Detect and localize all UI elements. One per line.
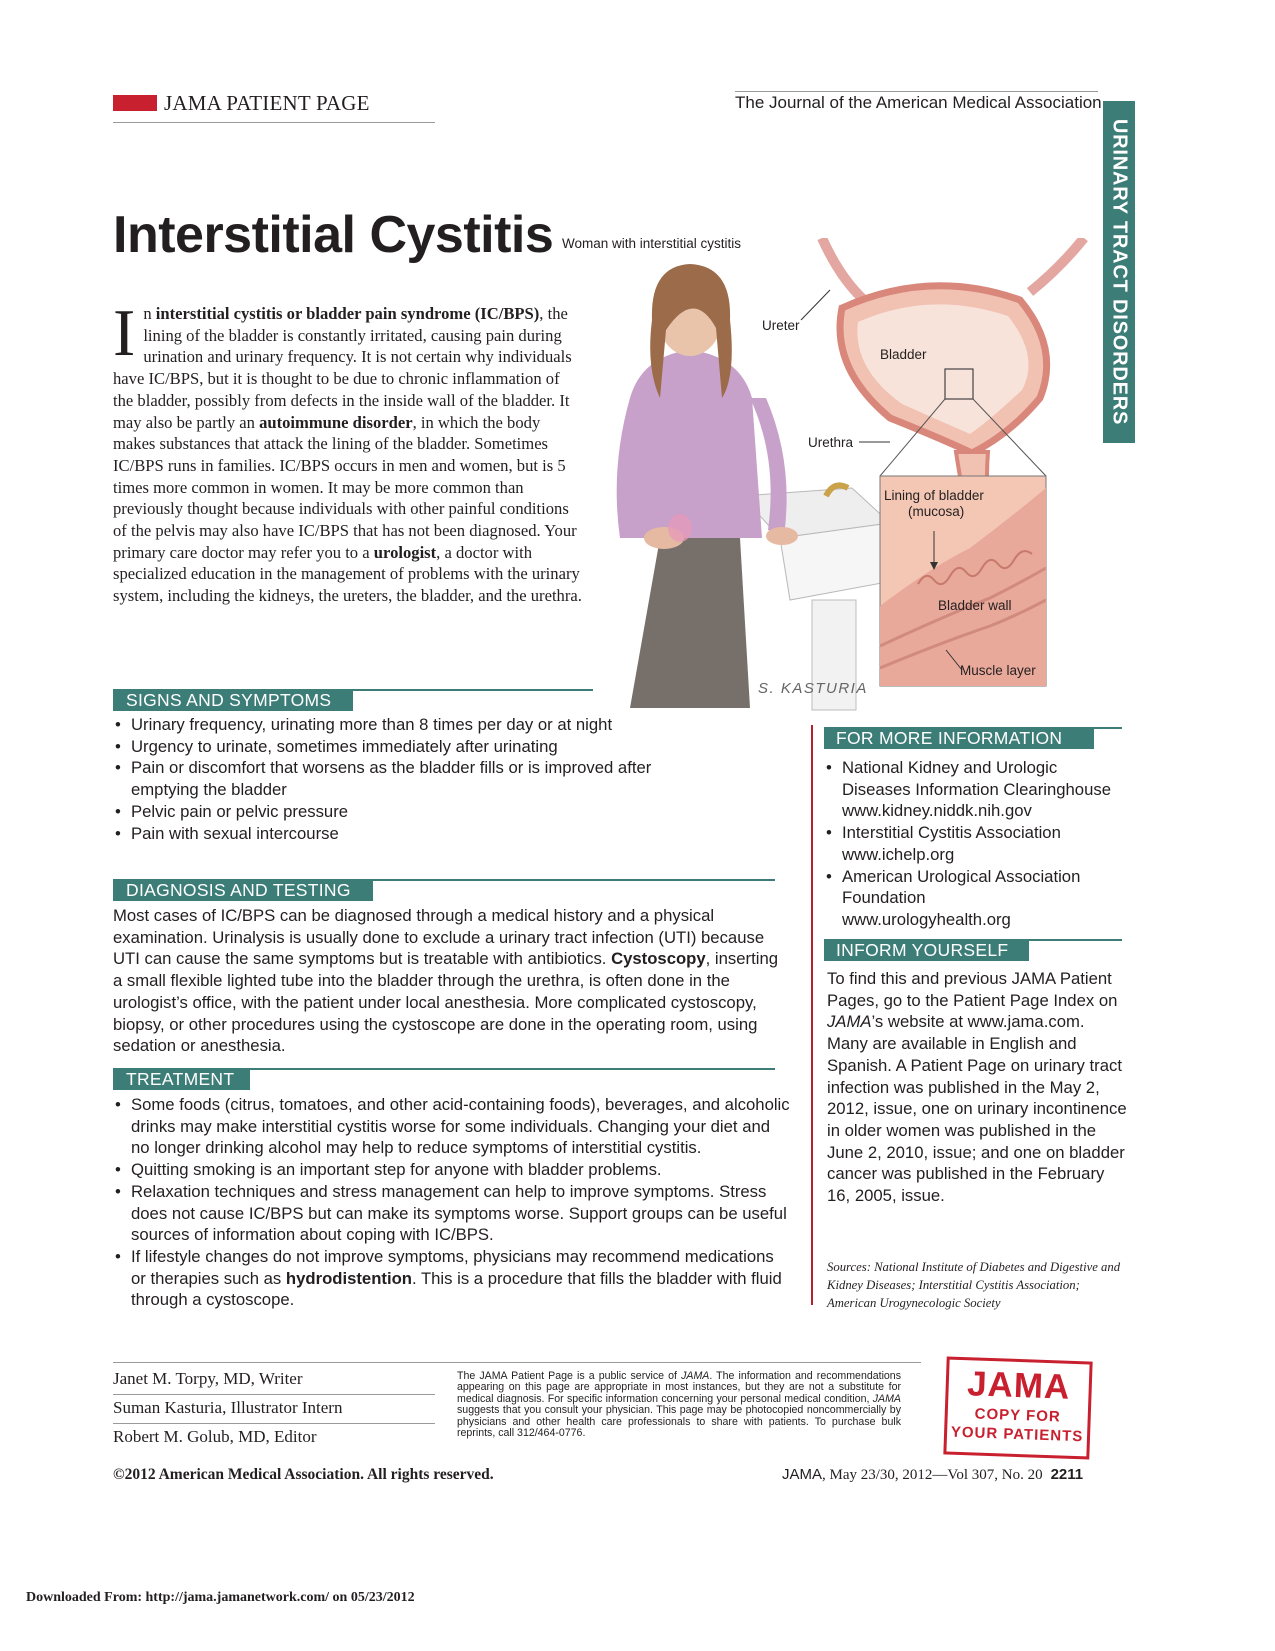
header-label: JAMA PATIENT PAGE bbox=[164, 91, 370, 115]
credit-illustrator: Suman Kasturia, Illustrator Intern bbox=[113, 1398, 343, 1417]
drop-cap: I bbox=[113, 296, 136, 370]
disclaimer bbox=[457, 1371, 901, 1439]
journal-name: The Journal of the American Medical Association bbox=[735, 93, 1102, 112]
disclaimer-text-2: . The information and recommendations appearing on this page are appropriate in most instances, but they are not a substitute for medical diagnosis. For specific information concerning your personal medical condition, bbox=[457, 1370, 901, 1405]
footer-rule bbox=[113, 1362, 921, 1363]
diagnosis-paragraph bbox=[113, 905, 783, 1057]
stamp-jama: JAMA bbox=[966, 1364, 1072, 1407]
credit-rule bbox=[113, 1423, 435, 1424]
illustration bbox=[562, 236, 1102, 725]
stamp-copy-for: COPY FOR bbox=[974, 1405, 1062, 1426]
list-item: • Quitting smoking is an important step for anyone with bladder problems. bbox=[113, 1159, 793, 1181]
intro-paragraph bbox=[113, 296, 583, 607]
list-item bbox=[824, 822, 1124, 865]
disclaimer-text-3: suggests that you consult your physician. This page may be photocopied noncommercially by physicians and other health care professionals to share with patients. To purchase bulk reprints, call 312/464-0776. bbox=[457, 1404, 901, 1440]
org-url: www.kidney.niddk.nih.gov bbox=[842, 801, 1032, 821]
credit-writer: Janet M. Torpy, MD, Writer bbox=[113, 1369, 303, 1388]
inform-text-1: To find this and previous JAMA Patient Pages, go to the Patient Page Index on bbox=[827, 969, 1118, 1010]
treatment-list bbox=[113, 1094, 793, 1311]
header-rule bbox=[113, 122, 435, 123]
label-mucosa: (mucosa) bbox=[908, 504, 965, 519]
intro-term-icbps: interstitial cystitis or bladder pain syndrome (IC/BPS) bbox=[155, 304, 540, 323]
section-more-info-header bbox=[824, 727, 1122, 749]
treatment-term-hydrodistention: hydrodistention bbox=[285, 1268, 412, 1288]
credit-rule bbox=[113, 1394, 435, 1395]
section-inform-title: INFORM YOURSELF bbox=[836, 940, 1009, 960]
org-url: www.ichelp.org bbox=[842, 844, 955, 864]
disclaimer-jama-2: JAMA bbox=[872, 1392, 901, 1405]
treatment-text-4a: If lifestyle changes do not improve symptoms, physicians may recommend medications or therapies such as bbox=[131, 1246, 774, 1288]
org-name: American Urological Association Foundation bbox=[842, 866, 1081, 908]
section-treatment-header bbox=[113, 1068, 775, 1090]
label-lining: Lining of bladder bbox=[884, 488, 984, 503]
stamp-your-patients: YOUR PATIENTS bbox=[950, 1423, 1084, 1446]
citation-text: , May 23/30, 2012—Vol 307, No. 20 bbox=[822, 1467, 1043, 1483]
signs-list bbox=[113, 714, 723, 844]
sources-note: Sources: National Institute of Diabetes and Digestive and Kidney Diseases; Interstitial Cystitis Association; American Urogynecologic Society bbox=[827, 1260, 1121, 1310]
list-item: • Urinary frequency, urinating more than 8 times per day or at night bbox=[113, 714, 723, 736]
diagnosis-text-2: , inserting a small flexible lighted tube into the bladder through the urethra, is often done in the urologist’s office, with the patient under local anesthesia. More complicated cystoscopy, biopsy, or other procedures using the cystoscope are done in the operating room, using sedation or anesthesia. bbox=[113, 949, 779, 1056]
label-ureter: Ureter bbox=[762, 318, 800, 333]
org-name: National Kidney and Urologic Diseases Information Clearinghouse bbox=[842, 758, 1111, 799]
section-treatment-title: TREATMENT bbox=[126, 1069, 235, 1089]
list-item bbox=[824, 866, 1124, 931]
illustration-graphic bbox=[590, 238, 1102, 725]
section-more-info-title: FOR MORE INFORMATION bbox=[836, 728, 1063, 748]
inform-paragraph bbox=[827, 968, 1127, 1207]
more-info-list bbox=[824, 757, 1124, 931]
label-muscle-layer: Muscle layer bbox=[960, 663, 1036, 678]
copyright: ©2012 American Medical Association. All rights reserved. bbox=[113, 1466, 494, 1483]
section-diagnosis-header bbox=[113, 879, 775, 901]
diagnosis-text-1: Most cases of IC/BPS can be diagnosed through a medical history and a physical examination. Urinalysis is usually done to exclude a urinary tract infection (UTI) because UTI can cause the same symptoms but is treatable with antibiotics. bbox=[113, 906, 765, 969]
header-red-bar bbox=[113, 95, 157, 111]
jama-copy-stamp bbox=[943, 1356, 1092, 1459]
download-footer: Downloaded From: http://jama.jamanetwork.com/ on 05/23/2012 bbox=[26, 1590, 415, 1605]
diagnosis-term-cystoscopy: Cystoscopy bbox=[611, 949, 706, 969]
list-item bbox=[113, 1246, 793, 1311]
illustrator-signature: S. KASTURIA bbox=[758, 680, 868, 697]
list-item: • Some foods (citrus, tomatoes, and other acid-containing foods), beverages, and alcoholic drinks may make interstitial cystitis worse for some individuals. Changing your diet and no longer drinking alcohol may help to reduce symptoms of interstitial cystitis. bbox=[113, 1094, 793, 1159]
list-item: • Pain with sexual intercourse bbox=[113, 823, 723, 845]
disclaimer-jama-1: JAMA bbox=[681, 1370, 710, 1382]
disclaimer-text-1: The JAMA Patient Page is a public service of bbox=[457, 1370, 682, 1382]
inform-text-2: ’s website at www.jama.com. Many are available in English and Spanish. A Patient Page on urinary tract infection was published in the May 2, 2012, issue, one on urinary incontinence in older women was published in the June 2, 2010, issue; and one on bladder cancer was published in the February 16, 2005, issue. bbox=[827, 1012, 1127, 1206]
page-number: 2211 bbox=[1050, 1466, 1084, 1483]
column-divider bbox=[811, 725, 813, 1305]
label-bladder-wall: Bladder wall bbox=[938, 598, 1012, 613]
section-inform-header bbox=[824, 939, 1122, 961]
inform-journal-italic: JAMA bbox=[827, 1012, 872, 1032]
treatment-text-4c: . This is a procedure that fills the bladder with fluid through a cystoscope. bbox=[131, 1268, 782, 1310]
journal-rule bbox=[735, 91, 1098, 92]
intro-text-2: , the lining of the bladder is constantly irritated, causing pain during urination and urinary frequency. It is not certain why individuals have IC/BPS, but it is thought to be due to chronic inflammation of the bladder, possibly from defects in the inside wall of the bladder. It may also be partly an bbox=[113, 304, 572, 432]
side-tab-text: URINARY TRACT DISORDERS bbox=[1108, 118, 1131, 426]
credit-editor: Robert M. Golub, MD, Editor bbox=[113, 1427, 317, 1446]
intro-text-4: , a doctor with specialized education in the management of problems with the urinary system, including the kidneys, the ureters, the bladder, and the urethra. bbox=[113, 542, 582, 606]
list-item: • Pelvic pain or pelvic pressure bbox=[113, 801, 723, 823]
intro-text-1: n bbox=[143, 304, 156, 323]
list-item: • Urgency to urinate, sometimes immediately after urinating bbox=[113, 736, 723, 758]
side-tab bbox=[1103, 101, 1135, 443]
list-item bbox=[824, 757, 1124, 822]
citation bbox=[782, 1466, 1083, 1484]
section-signs-title: SIGNS AND SYMPTOMS bbox=[126, 690, 332, 710]
citation-journal: JAMA bbox=[782, 1466, 823, 1483]
section-signs-header bbox=[113, 689, 593, 711]
intro-text-3: , in which the body makes substances that attack the lining of the bladder. Sometimes IC/BPS runs in families. IC/BPS occurs in men and women, but is 5 times more common in women. It may be more common than previously thought because individuals with other painful conditions of the pelvis may also have IC/BPS that has not been diagnosed. Your primary care doctor may refer you to a bbox=[113, 412, 577, 562]
org-url: www.urologyhealth.org bbox=[842, 909, 1011, 929]
illustration-caption: Woman with interstitial cystitis bbox=[562, 236, 742, 251]
org-name: Interstitial Cystitis Association bbox=[842, 823, 1061, 843]
list-item: • Relaxation techniques and stress management can help to improve symptoms. Stress does not cause IC/BPS but can make its symptoms worse. Support groups can be useful sources of information about coping with IC/BPS. bbox=[113, 1181, 793, 1246]
label-bladder: Bladder bbox=[880, 347, 927, 362]
section-diagnosis-title: DIAGNOSIS AND TESTING bbox=[126, 880, 351, 900]
list-item: • Pain or discomfort that worsens as the bladder fills or is improved after emptying the bladder bbox=[113, 757, 723, 800]
intro-term-autoimmune: autoimmune disorder bbox=[259, 412, 413, 432]
page-title: Interstitial Cystitis bbox=[113, 206, 554, 264]
intro-term-urologist: urologist bbox=[373, 542, 437, 562]
label-urethra: Urethra bbox=[808, 435, 854, 450]
